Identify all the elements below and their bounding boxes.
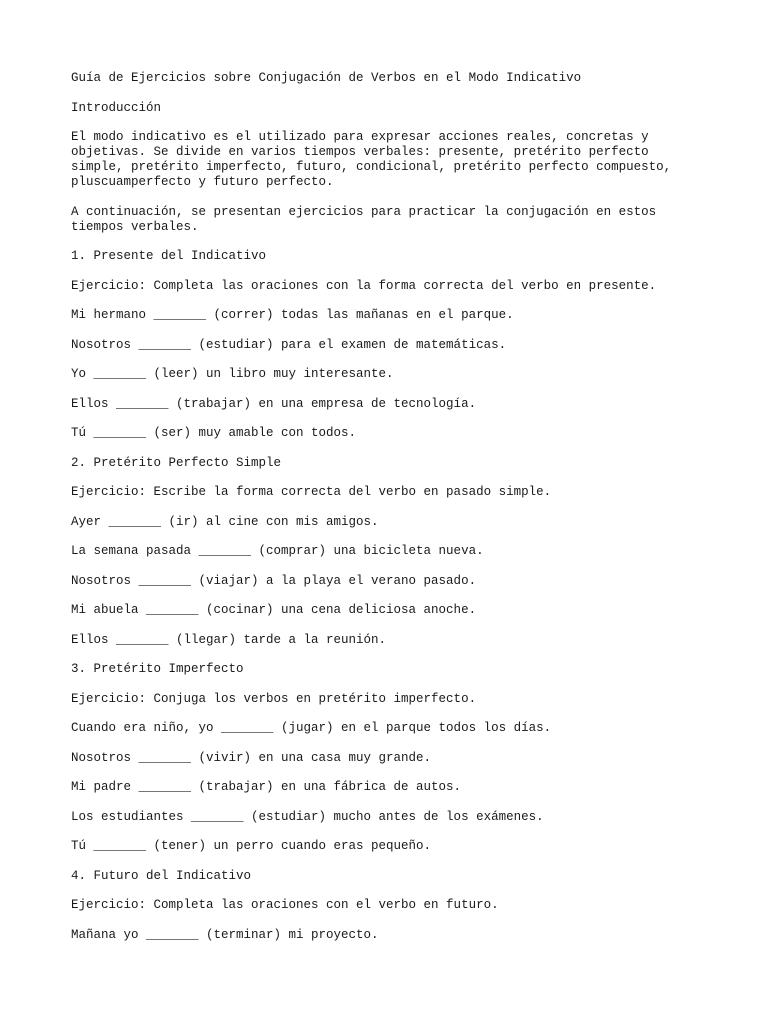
- exercise-sentence: Los estudiantes _______ (estudiar) mucho antes de los exámenes.: [71, 809, 544, 824]
- section-heading: 3. Pretérito Imperfecto: [71, 662, 244, 676]
- exercise-sentence: Mi abuela _______ (cocinar) una cena deliciosa anoche.: [71, 603, 477, 617]
- document-title: Guía de Ejercicios sobre Conjugación de Verbos en el Modo Indicativo: [71, 71, 582, 85]
- section-heading: 2. Pretérito Perfecto Simple: [71, 455, 282, 470]
- exercise-sentence: Yo _______ (leer) un libro muy interesante.: [71, 367, 394, 381]
- exercise-instruction: Ejercicio: Completa las oraciones con la forma correcta del verbo en presente.: [71, 278, 657, 293]
- exercise-sentence: Nosotros _______ (vivir) en una casa muy grande.: [71, 750, 432, 765]
- exercise-sentence: La semana pasada _______ (comprar) una bicicleta nueva.: [71, 544, 484, 558]
- exercise-instruction: Ejercicio: Completa las oraciones con el verbo en futuro.: [71, 898, 499, 912]
- exercise-sentence: Nosotros _______ (viajar) a la playa el verano pasado.: [71, 573, 477, 588]
- exercise-sentence: Mi padre _______ (trabajar) en una fábrica de autos.: [71, 780, 462, 794]
- section-heading: 1. Presente del Indicativo: [71, 249, 267, 263]
- exercise-sentence: Mi hermano _______ (correr) todas las mañanas en el parque.: [71, 308, 514, 322]
- intro-paragraph: A continuación, se presentan ejercicios para practicar la conjugación en estos tiempos verbales.: [71, 204, 657, 234]
- exercise-instruction: Ejercicio: Escribe la forma correcta del verbo en pasado simple.: [71, 485, 552, 499]
- intro-paragraph: El modo indicativo es el utilizado para expresar acciones reales, concretas y objetivas. Se divide en varios tiempos verbales: presente, pretérito perfecto simple, pretérito imperfecto, futuro, condicional, pretérito perfecto compuesto, pluscuamperfecto y futuro perfecto.: [71, 130, 672, 189]
- intro-heading: Introducción: [71, 100, 162, 115]
- exercise-sentence: Ayer _______ (ir) al cine con mis amigos.: [71, 514, 379, 529]
- exercise-sentence: Mañana yo _______ (terminar) mi proyecto.: [71, 927, 379, 942]
- exercise-sentence: Cuando era niño, yo _______ (jugar) en el parque todos los días.: [71, 721, 552, 735]
- exercise-instruction: Ejercicio: Conjuga los verbos en pretérito imperfecto.: [71, 691, 477, 706]
- section-heading: 4. Futuro del Indicativo: [71, 868, 252, 883]
- exercise-sentence: Tú _______ (ser) muy amable con todos.: [71, 426, 357, 440]
- exercise-sentence: Nosotros _______ (estudiar) para el examen de matemáticas.: [71, 337, 507, 352]
- exercise-sentence: Ellos _______ (trabajar) en una empresa de tecnología.: [71, 396, 477, 411]
- document-page: [71, 71, 711, 957]
- exercise-sentence: Ellos _______ (llegar) tarde a la reunión.: [71, 632, 387, 647]
- exercise-sentence: Tú _______ (tener) un perro cuando eras pequeño.: [71, 839, 432, 853]
